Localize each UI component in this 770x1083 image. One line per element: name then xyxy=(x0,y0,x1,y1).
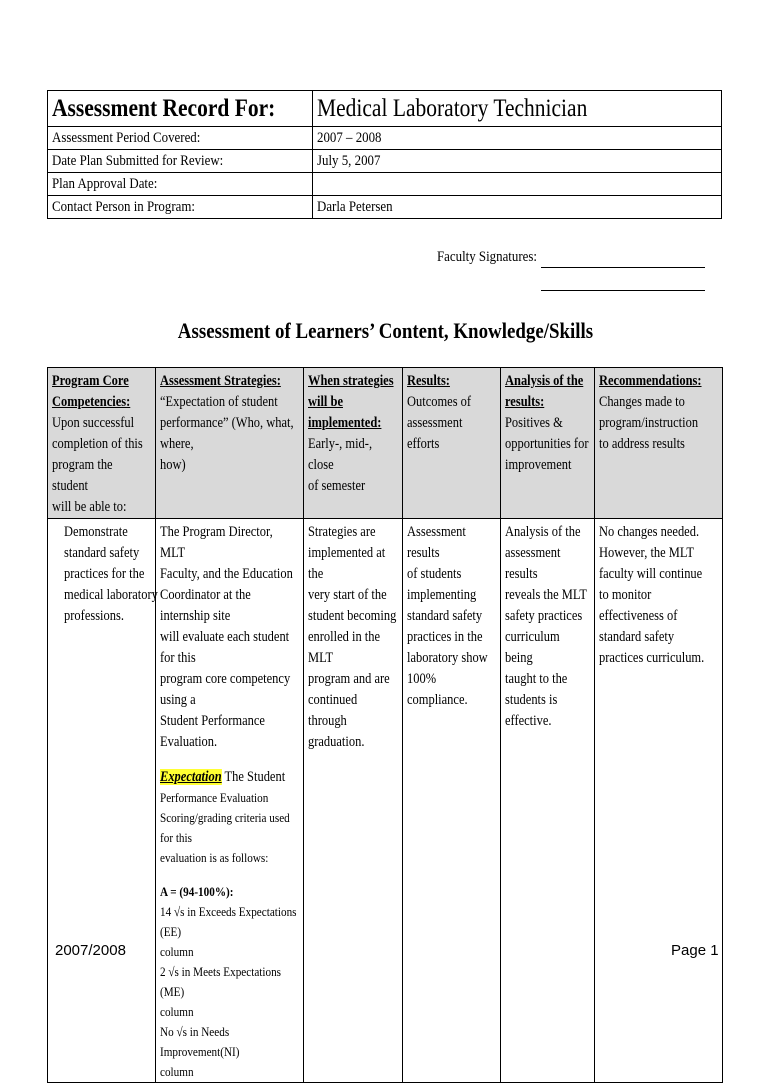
header-core-competencies: Program Core Competencies: Upon successful completion of this program the student will be able to: xyxy=(48,368,156,519)
cell-competency: Demonstrate standard safety practices for the medical laboratory professions. xyxy=(48,519,156,1083)
cell-analysis: Analysis of the assessment results reveals the MLT safety practices curriculum being taught to the students is effective. xyxy=(500,519,594,1083)
record-row-label: Date Plan Submitted for Review: xyxy=(52,152,224,169)
record-title-value-cell xyxy=(312,91,721,127)
header-results: Results: Outcomes of assessment efforts xyxy=(403,368,500,519)
record-row xyxy=(48,196,722,219)
cell-when: Strategies are implemented at the very start of the student becoming enrolled in the MLT program and are continued through graduation. xyxy=(304,519,403,1083)
cell-results: Assessment results of students implementing standard safety practices in the laboratory show 100% compliance. xyxy=(403,519,500,1083)
record-row-value: Darla Petersen xyxy=(316,198,393,215)
cell-strategy: The Program Director, MLT Faculty, and the Education Coordinator at the internship site will evaluate each student for this program core competency using a Student Performance Evaluation. Expectation The Student Performance Evaluation Scoring/grading criteria used for this evaluation is as follows: A = (94-100%): 14 √s in Exceeds Expectations (EE) column 2 √s in Meets Expectations (ME) column No √s in Needs Improvement(NI) column xyxy=(156,519,304,1083)
grade-heading: A = (94-100%): xyxy=(160,884,234,899)
record-row xyxy=(48,173,722,196)
signature-line xyxy=(541,267,705,268)
assessment-table xyxy=(47,367,723,1083)
assessment-record-table xyxy=(47,90,722,219)
record-title-row xyxy=(48,91,722,127)
header-assessment-strategies: Assessment Strategies: “Expectation of student performance” (Who, what, where, how) xyxy=(156,368,304,519)
record-row-label: Assessment Period Covered: xyxy=(52,129,201,146)
expectation-highlight: Expectation xyxy=(160,769,222,785)
record-row-value: July 5, 2007 xyxy=(316,152,381,169)
footer-page-number: Page 1 xyxy=(671,942,719,959)
record-row-label: Contact Person in Program: xyxy=(52,198,195,215)
record-title-value: Medical Laboratory Technician xyxy=(316,94,587,122)
record-row-label: Plan Approval Date: xyxy=(52,175,158,192)
cell-recommendations: No changes needed. However, the MLT faculty will continue to monitor effectiveness of standard safety practices curriculum. xyxy=(594,519,722,1083)
record-title-label-cell xyxy=(48,91,313,127)
record-row xyxy=(48,127,722,150)
record-row-value: 2007 – 2008 xyxy=(316,129,382,146)
header-when-implemented: When strategies will be implemented: Early-, mid-, close of semester xyxy=(304,368,403,519)
footer-year: 2007/2008 xyxy=(55,942,126,959)
table-row xyxy=(48,519,723,1083)
signature-line xyxy=(541,290,705,291)
record-row xyxy=(48,150,722,173)
header-recommendations: Recommendations: Changes made to program/instruction to address results xyxy=(594,368,722,519)
faculty-signatures-label: Faculty Signatures: xyxy=(437,249,537,265)
table-header-row xyxy=(48,368,723,519)
header-analysis: Analysis of the results: Positives & opportunities for improvement xyxy=(500,368,594,519)
record-title-label: Assessment Record For: xyxy=(52,94,276,122)
section-title: Assessment of Learners’ Content, Knowledge/Skills xyxy=(177,318,593,343)
